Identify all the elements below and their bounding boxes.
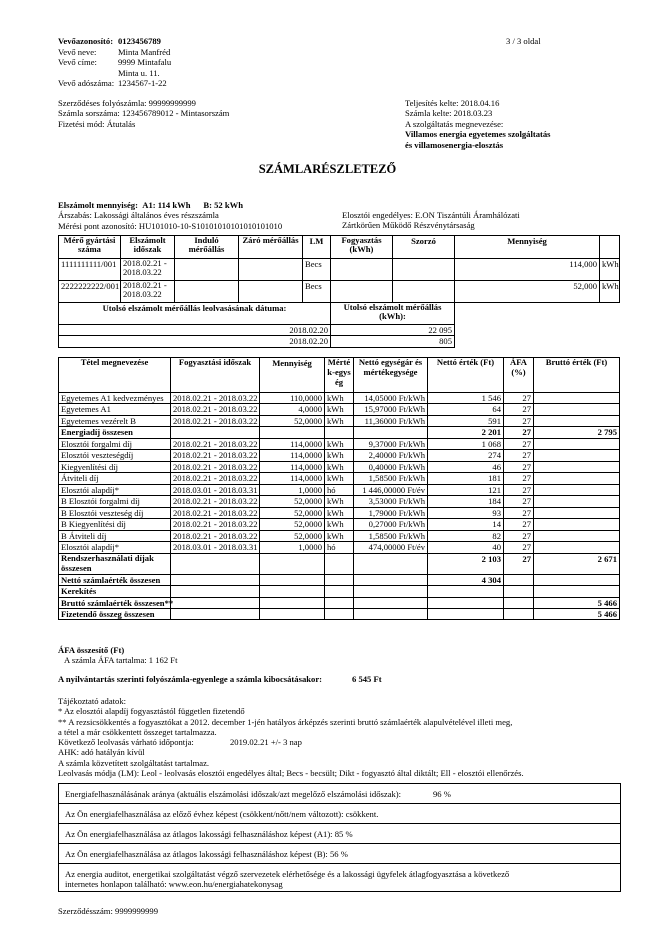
item-name: Fizetendő összeg összesen xyxy=(59,608,171,619)
table-row xyxy=(59,415,620,426)
item-name: Kerekítés xyxy=(59,586,171,597)
billed-qty-label: Elszámolt mennyiség: xyxy=(58,200,138,210)
energy-efficiency-box xyxy=(58,783,621,892)
item-gross xyxy=(534,450,620,461)
items-col-name: Tétel megnevezése xyxy=(59,358,171,393)
item-gross xyxy=(534,530,620,541)
vat-summary-title: ÁFA összesítő (Ft) xyxy=(58,645,125,655)
table-row xyxy=(59,574,620,585)
item-period: 2018.02.21 - 2018.03.22 xyxy=(171,473,260,484)
payment-method: Fizetési mód: Átutalás xyxy=(58,118,136,129)
item-period: 2018.02.21 - 2018.03.22 xyxy=(171,519,260,530)
item-gross xyxy=(534,415,620,426)
item-period: 2018.02.21 - 2018.03.22 xyxy=(171,461,260,472)
item-qty: 52,0000 xyxy=(260,507,325,518)
table-row xyxy=(59,404,620,415)
item-period: 2018.03.01 - 2018.03.31 xyxy=(171,484,260,495)
item-net: 591 xyxy=(428,415,504,426)
item-vat: 27 xyxy=(504,530,534,541)
table-row xyxy=(59,507,620,518)
item-net: 2 103 xyxy=(428,553,504,574)
energy-yearly-row: Az Ön energiafelhasználása az előző évhez képest (csökkent/nőtt/nem változott): csökkent. xyxy=(59,804,620,824)
item-net: 184 xyxy=(428,496,504,507)
meter-period: 2018.02.21 - 2018.03.22 xyxy=(121,281,175,303)
item-unit: kWh xyxy=(325,415,354,426)
item-qty xyxy=(260,553,325,574)
item-unit: kWh xyxy=(325,393,354,404)
dso-info xyxy=(342,210,520,231)
item-qty: 52,0000 xyxy=(260,496,325,507)
meter-col-period: Elszámolt időszak xyxy=(121,236,175,259)
item-net xyxy=(428,586,504,597)
buyer-tax-value: 1234567-1-22 xyxy=(118,78,167,88)
buyer-address-label: Vevő címe: xyxy=(58,57,97,67)
meter-number: 1111111111/001 xyxy=(59,259,121,281)
table-row xyxy=(59,325,620,336)
item-name: B Elosztói veszteség díj xyxy=(59,507,171,518)
item-gross xyxy=(534,519,620,530)
item-name: Elosztói alapdíj* xyxy=(59,542,171,553)
item-vat: 27 xyxy=(504,393,534,404)
meter-col-quantity: Mennyiség xyxy=(455,236,600,259)
item-qty: 114,0000 xyxy=(260,438,325,449)
notes-line: AHK: adó hatályán kívül xyxy=(58,747,145,758)
item-name: B Átviteli díj xyxy=(59,530,171,541)
item-qty xyxy=(260,427,325,438)
item-qty xyxy=(260,608,325,619)
item-price: 1 446,00000 Ft/év xyxy=(354,484,428,495)
item-qty: 1,0000 xyxy=(260,484,325,495)
energy-audit-row xyxy=(59,864,620,895)
item-net: 121 xyxy=(428,484,504,495)
item-period xyxy=(171,427,260,438)
notes xyxy=(58,696,524,778)
meter-col-start: Induló mérőállás xyxy=(175,236,239,259)
table-row xyxy=(59,259,620,281)
page-number: 3 / 3 oldal xyxy=(506,36,541,46)
item-period xyxy=(171,553,260,574)
item-gross xyxy=(534,574,620,585)
item-gross: 5 466 xyxy=(534,608,620,619)
item-net: 181 xyxy=(428,473,504,484)
notes-line: A számla közvetített szolgáltatást tartalmaz. xyxy=(58,757,210,768)
table-row xyxy=(59,450,620,461)
meter-col-multiplier: Szorzó xyxy=(393,236,455,259)
item-qty: 110,0000 xyxy=(260,393,325,404)
item-name: B Elosztói forgalmi díj xyxy=(59,496,171,507)
balance-value: 6 545 Ft xyxy=(352,674,382,684)
item-vat: 27 xyxy=(504,427,534,438)
contract-number: Szerződésszám: 9999999999 xyxy=(58,906,158,916)
item-name: Egyetemes A1 xyxy=(59,404,171,415)
meter-start xyxy=(175,281,239,303)
table-row xyxy=(59,336,620,347)
item-period: 2018.02.21 - 2018.03.22 xyxy=(171,496,260,507)
table-row xyxy=(59,608,620,619)
item-price: 474,00000 Ft/év xyxy=(354,542,428,553)
item-net: 64 xyxy=(428,404,504,415)
item-price: 3,53000 Ft/kWh xyxy=(354,496,428,507)
buyer-name-label: Vevő neve: xyxy=(58,46,97,57)
table-row xyxy=(59,461,620,472)
table-row xyxy=(59,530,620,541)
billing-summary xyxy=(58,200,282,231)
item-name: B Kiegyenlítési díj xyxy=(59,519,171,530)
energy-ratio-label: Energiafelhasználásának aránya (aktuális elszámolási időszak/azt megelőző elszámolási időszak): xyxy=(65,789,402,799)
last-reading-value: 805 xyxy=(331,336,455,347)
item-gross xyxy=(534,507,620,518)
item-vat xyxy=(504,574,534,585)
item-price: 1,79000 Ft/kWh xyxy=(354,507,428,518)
buyer-block xyxy=(58,36,298,89)
item-unit: kWh xyxy=(325,507,354,518)
item-vat: 27 xyxy=(504,415,534,426)
table-row xyxy=(59,484,620,495)
notes-title: Tájékoztató adatok: xyxy=(58,696,127,706)
item-price: 1,58500 Ft/kWh xyxy=(354,473,428,484)
item-unit xyxy=(325,597,354,608)
item-name: Elosztói forgalmi díj xyxy=(59,438,171,449)
buyer-name-value: Minta Manfréd xyxy=(118,46,171,57)
item-period: 2018.02.21 - 2018.03.22 xyxy=(171,438,260,449)
item-qty: 52,0000 xyxy=(260,530,325,541)
item-unit: kWh xyxy=(325,438,354,449)
item-net: 82 xyxy=(428,530,504,541)
item-price: 0,27000 Ft/kWh xyxy=(354,519,428,530)
items-table-header xyxy=(59,358,620,393)
item-unit: hó xyxy=(325,484,354,495)
item-price xyxy=(354,586,428,597)
contract-account: Szerződéses folyószámla: 99999999999 xyxy=(58,98,196,108)
items-table xyxy=(58,357,620,620)
item-unit: hó xyxy=(325,542,354,553)
table-row xyxy=(59,542,620,553)
items-col-period: Fogyasztási időszak xyxy=(171,358,260,393)
notes-line: ** A rezsicsökkentés a fogyasztókat a 2012. december 1-jén hatályos árképzés szerinti bruttó számlaérték alapulvételével illeti meg, xyxy=(58,716,513,727)
notes-line: * Az elosztói alapdíj fogyasztástól független fizetendő xyxy=(58,706,245,717)
energy-b-row: Az Ön energiafelhasználása az átlagos lakossági felhasználáshoz képest (B): 56 % xyxy=(59,844,620,864)
item-price: 14,05000 Ft/kWh xyxy=(354,393,428,404)
items-col-qty: Mennyiség xyxy=(260,358,325,393)
item-price xyxy=(354,574,428,585)
item-price: 9,37000 Ft/kWh xyxy=(354,438,428,449)
item-vat: 27 xyxy=(504,553,534,574)
service-label: A szolgáltatás megnevezése: xyxy=(405,118,504,129)
dso-license: Elosztói engedélyes: E.ON Tiszántúli Áramhálózati xyxy=(342,210,520,220)
item-vat xyxy=(504,586,534,597)
item-price: 11,36000 Ft/kWh xyxy=(354,415,428,426)
item-vat: 27 xyxy=(504,519,534,530)
meter-consumption xyxy=(331,259,393,281)
item-vat: 27 xyxy=(504,507,534,518)
meter-consumption xyxy=(331,281,393,303)
item-net xyxy=(428,608,504,619)
items-col-price: Nettó egységár és mértékegysége xyxy=(354,358,428,393)
item-qty: 114,0000 xyxy=(260,473,325,484)
next-reading-value: 2019.02.21 +/- 3 nap xyxy=(230,737,302,748)
item-vat: 27 xyxy=(504,404,534,415)
vat-summary xyxy=(58,645,177,666)
last-reading-value: 22 095 xyxy=(331,325,455,336)
energy-audit-line2: internetes honlapon található: www.eon.hu/energiahatekonysag xyxy=(65,879,283,890)
next-reading xyxy=(58,737,524,747)
meter-unit: kWh xyxy=(600,259,620,281)
item-vat: 27 xyxy=(504,461,534,472)
meter-col-consumption: Fogyasztás (kWh) xyxy=(331,236,393,259)
item-vat: 27 xyxy=(504,542,534,553)
last-reading-date: 2018.02.20 xyxy=(59,336,331,347)
item-unit: kWh xyxy=(325,450,354,461)
last-reading-date-label: Utolsó elszámolt mérőállás leolvasásának dátuma: xyxy=(59,303,331,325)
meter-lm: Becs xyxy=(303,281,331,303)
item-name: Bruttó számlaérték összesen** xyxy=(59,597,171,608)
items-col-net: Nettó érték (Ft) xyxy=(428,358,504,393)
item-gross xyxy=(534,404,620,415)
meter-col-end: Záró mérőállás xyxy=(239,236,303,259)
item-price xyxy=(354,597,428,608)
billed-a1: A1: 114 kWh xyxy=(142,200,191,210)
meter-col-lm: LM xyxy=(303,236,331,259)
metering-point: Mérési pont azonosító: HU101010-10-S10101010101010101010 xyxy=(58,220,283,231)
item-price: 0,40000 Ft/kWh xyxy=(354,461,428,472)
table-row xyxy=(59,281,620,303)
item-unit xyxy=(325,427,354,438)
item-unit: kWh xyxy=(325,519,354,530)
item-vat: 27 xyxy=(504,484,534,495)
service-line1: Villamos energia egyetemes szolgáltatás xyxy=(405,129,551,140)
item-period: 2018.02.21 - 2018.03.22 xyxy=(171,507,260,518)
item-price xyxy=(354,608,428,619)
item-period xyxy=(171,586,260,597)
item-name: Nettó számlaérték összesen xyxy=(59,574,171,585)
vat-summary-line: A számla ÁFA tartalma: 1 162 Ft xyxy=(64,655,178,666)
meter-table xyxy=(58,235,620,348)
service-line2: és villamosenergia-elosztás xyxy=(405,139,504,150)
item-unit: kWh xyxy=(325,404,354,415)
item-qty xyxy=(260,574,325,585)
items-col-unit: Mérték-egység xyxy=(325,358,354,393)
item-name: Kiegyenlítési díj xyxy=(59,461,171,472)
table-row xyxy=(59,427,620,438)
items-col-gross: Bruttó érték (Ft) xyxy=(534,358,620,393)
table-row xyxy=(59,393,620,404)
dso-company: Zártkörűen Működő Részvénytársaság xyxy=(342,220,475,231)
item-gross xyxy=(534,496,620,507)
table-row xyxy=(59,586,620,597)
notes-line: a tétel a már csökkentett összeget tartalmazza. xyxy=(58,726,217,737)
energy-a1-row: Az Ön energiafelhasználása az átlagos lakossági felhasználáshoz képest (A1): 85 % xyxy=(59,824,620,844)
item-name: Elosztói veszteségdíj xyxy=(59,450,171,461)
item-unit: kWh xyxy=(325,496,354,507)
fulfillment-date: Teljesítés kelte: 2018.04.16 xyxy=(405,98,500,108)
buyer-id-value: 0123456789 xyxy=(118,36,161,46)
item-gross: 2 795 xyxy=(534,427,620,438)
item-net: 4 304 xyxy=(428,574,504,585)
item-vat xyxy=(504,608,534,619)
item-gross xyxy=(534,393,620,404)
meter-col-meter: Mérő gyártási száma xyxy=(59,236,121,259)
item-gross xyxy=(534,473,620,484)
invoice-dates xyxy=(405,98,551,150)
item-net: 1 546 xyxy=(428,393,504,404)
buyer-tax-label: Vevő adószáma: xyxy=(58,78,115,88)
item-vat: 27 xyxy=(504,473,534,484)
item-unit xyxy=(325,553,354,574)
balance-label: A nyilvántartás szerinti folyószámla-egyenlege a számla kibocsátásakor: xyxy=(58,674,322,684)
meter-lm: Becs xyxy=(303,259,331,281)
item-name: Rendszerhasználati díjak összesen xyxy=(59,553,171,574)
item-gross xyxy=(534,542,620,553)
item-period: 2018.02.21 - 2018.03.22 xyxy=(171,393,260,404)
item-net: 46 xyxy=(428,461,504,472)
table-row xyxy=(59,496,620,507)
item-name: Egyetemes vezérelt B xyxy=(59,415,171,426)
item-qty: 114,0000 xyxy=(260,450,325,461)
item-net: 1 068 xyxy=(428,438,504,449)
item-net: 40 xyxy=(428,542,504,553)
item-unit xyxy=(325,586,354,597)
meter-table-header xyxy=(59,236,620,259)
billed-b: B: 52 kWh xyxy=(203,200,244,210)
table-row xyxy=(59,597,620,608)
last-reading-value-label: Utolsó elszámolt mérőállás (kWh): xyxy=(331,303,455,325)
meter-number: 2222222222/001 xyxy=(59,281,121,303)
table-row xyxy=(59,438,620,449)
item-unit: kWh xyxy=(325,530,354,541)
item-qty xyxy=(260,586,325,597)
item-period: 2018.02.21 - 2018.03.22 xyxy=(171,530,260,541)
item-vat: 27 xyxy=(504,450,534,461)
item-unit xyxy=(325,608,354,619)
energy-ratio-value: 96 % xyxy=(433,789,451,799)
invoice-date: Számla kelte: 2018.03.23 xyxy=(405,108,493,119)
item-price: 2,40000 Ft/kWh xyxy=(354,450,428,461)
energy-ratio-row xyxy=(59,784,620,804)
item-name: Átviteli díj xyxy=(59,473,171,484)
item-unit: kWh xyxy=(325,473,354,484)
item-period xyxy=(171,597,260,608)
item-net xyxy=(428,597,504,608)
item-qty: 52,0000 xyxy=(260,415,325,426)
item-qty: 52,0000 xyxy=(260,519,325,530)
item-gross xyxy=(534,586,620,597)
item-period: 2018.02.21 - 2018.03.22 xyxy=(171,404,260,415)
item-gross xyxy=(534,484,620,495)
item-gross: 2 671 xyxy=(534,553,620,574)
item-gross xyxy=(534,438,620,449)
buyer-address-line1: 9999 Mintafalu xyxy=(118,57,172,67)
page-title: SZÁMLARÉSZLETEZŐ xyxy=(258,162,397,176)
item-name: Energiadíj összesen xyxy=(59,427,171,438)
item-qty: 114,0000 xyxy=(260,461,325,472)
item-unit xyxy=(325,574,354,585)
item-price xyxy=(354,427,428,438)
buyer-address-line2: Minta u. 11. xyxy=(118,67,160,78)
notes-line: Leolvasás módja (LM): Leol - leolvasás elosztói engedélyes által; Becs - becsült; Dikt - fogyasztó által diktált; Ell - elosztói ellenőrzés. xyxy=(58,768,524,779)
items-col-vat: ÁFA (%) xyxy=(504,358,534,393)
item-unit: kWh xyxy=(325,461,354,472)
item-price: 15,97000 Ft/kWh xyxy=(354,404,428,415)
item-net: 14 xyxy=(428,519,504,530)
item-net: 93 xyxy=(428,507,504,518)
item-vat xyxy=(504,597,534,608)
table-row xyxy=(59,519,620,530)
meter-unit: kWh xyxy=(600,281,620,303)
item-net: 2 201 xyxy=(428,427,504,438)
item-period: 2018.03.01 - 2018.03.31 xyxy=(171,542,260,553)
last-reading-date: 2018.02.20 xyxy=(59,325,331,336)
next-reading-label: Következő leolvasás várható időpontja: xyxy=(58,737,194,748)
invoice-serial: Számla sorszáma: 123456789012 - Mintasorszám xyxy=(58,108,230,119)
item-price xyxy=(354,553,428,574)
item-name: Elosztói alapdíj* xyxy=(59,484,171,495)
item-qty: 4,0000 xyxy=(260,404,325,415)
meter-col-unit xyxy=(600,236,620,259)
item-qty xyxy=(260,597,325,608)
tariff: Árszabás: Lakossági általános éves részszámla xyxy=(58,210,219,221)
meter-end xyxy=(239,281,303,303)
meter-multiplier xyxy=(393,259,455,281)
item-net: 274 xyxy=(428,450,504,461)
meter-quantity: 52,000 xyxy=(455,281,600,303)
table-row xyxy=(59,553,620,574)
meter-multiplier xyxy=(393,281,455,303)
meter-period: 2018.02.21 - 2018.03.22 xyxy=(121,259,175,281)
item-gross: 5 466 xyxy=(534,597,620,608)
meter-end xyxy=(239,259,303,281)
meter-quantity: 114,000 xyxy=(455,259,600,281)
item-period: 2018.02.21 - 2018.03.22 xyxy=(171,450,260,461)
table-row xyxy=(59,473,620,484)
meter-start xyxy=(175,259,239,281)
item-period xyxy=(171,608,260,619)
last-reading-header xyxy=(59,303,620,325)
buyer-id-label: Vevőazonosító: xyxy=(58,36,114,46)
item-vat: 27 xyxy=(504,496,534,507)
item-name: Egyetemes A1 kedvezményes xyxy=(59,393,171,404)
item-period xyxy=(171,574,260,585)
item-price: 1,58500 Ft/kWh xyxy=(354,530,428,541)
energy-audit-line1: Az energia auditot, energetikai szolgáltatást végző szervezetek elérhetősége és a lakossági ügyfelek átlagfogyasztása a következő xyxy=(65,869,510,879)
item-vat: 27 xyxy=(504,438,534,449)
contract-info xyxy=(58,98,229,129)
item-gross xyxy=(534,461,620,472)
item-qty: 1,0000 xyxy=(260,542,325,553)
item-period: 2018.02.21 - 2018.03.22 xyxy=(171,415,260,426)
